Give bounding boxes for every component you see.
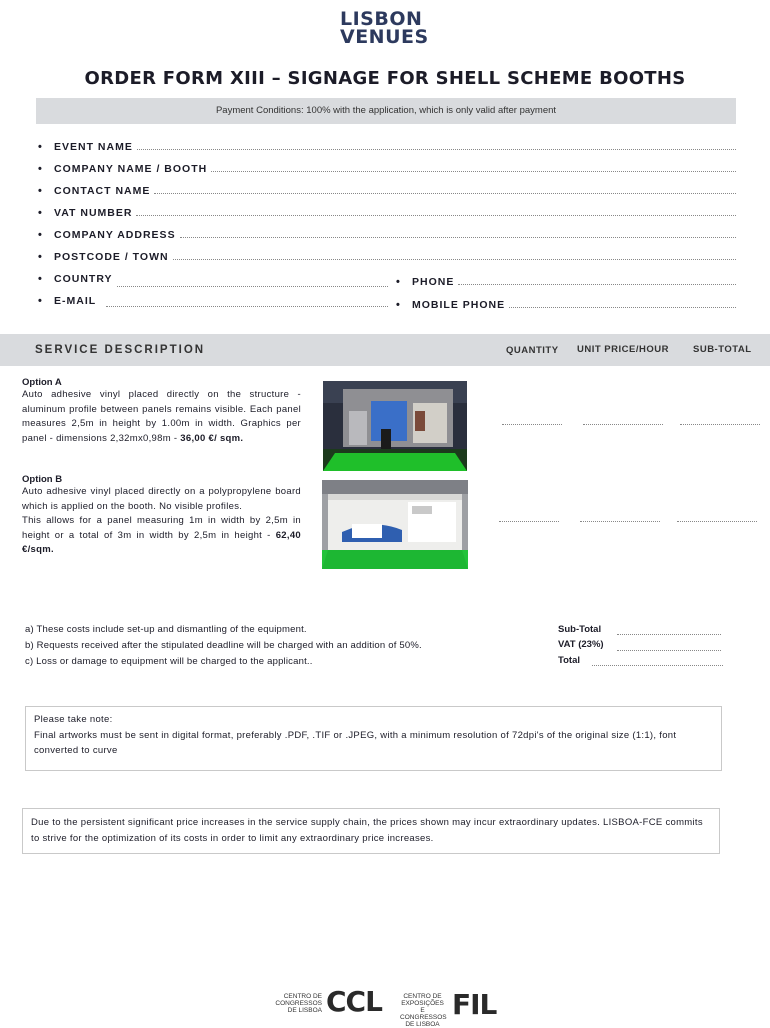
field-label: COMPANY NAME / BOOTH — [54, 163, 208, 175]
vat-line[interactable] — [617, 649, 721, 651]
field-phone[interactable] — [396, 272, 736, 288]
field-label: MOBILE PHONE — [412, 299, 506, 311]
field-label: EVENT NAME — [54, 141, 133, 153]
note-box-text: Final artworks must be sent in digital format, preferably .PDF, .TIF or .JPEG, with a minimum resolution of 72dpi's of the original size (1:1), font converted to curve — [34, 729, 677, 756]
option-a-description — [22, 388, 301, 446]
field-label: CONTACT NAME — [54, 185, 151, 197]
option-b — [22, 474, 301, 558]
cost-notes — [25, 622, 535, 670]
ccl-caption-line-3: DE LISBOA — [287, 1007, 322, 1014]
bullet: • — [38, 229, 43, 241]
ccl-caption — [270, 993, 322, 1014]
booth-photo-a — [323, 381, 467, 471]
artwork-note-box — [25, 706, 722, 771]
field-email[interactable] — [38, 291, 388, 307]
field-label: COUNTRY — [54, 273, 113, 285]
option-b-quantity-line[interactable] — [499, 520, 559, 522]
option-b-price: 62,40 €/sqm. — [22, 529, 301, 556]
col-quantity: QUANTITY — [506, 345, 559, 356]
ccl-caption-line-2: CONGRESSOS — [275, 1000, 322, 1007]
col-subtotal: SUB-TOTAL — [693, 344, 752, 355]
option-b-title: Option B — [22, 474, 63, 485]
fil-caption — [400, 993, 445, 1028]
logo-line-1: LISBON — [340, 8, 423, 30]
col-unit-price: UNIT PRICE/HOUR — [577, 344, 669, 355]
event-name-input-line[interactable] — [137, 148, 736, 150]
field-label: VAT NUMBER — [54, 207, 133, 219]
page-title: ORDER FORM XIII – SIGNAGE FOR SHELL SCHEME BOOTHS — [84, 68, 686, 89]
mobile-phone-input-line[interactable] — [509, 306, 736, 308]
field-country[interactable] — [38, 269, 388, 285]
option-a-subtotal-line[interactable] — [680, 423, 760, 425]
option-b-description-2 — [22, 514, 301, 558]
option-a-price: 36,00 €/ sqm. — [180, 432, 244, 444]
bullet: • — [396, 299, 401, 311]
bullet: • — [38, 273, 43, 285]
field-label: PHONE — [412, 276, 455, 288]
country-input-line[interactable] — [117, 285, 388, 287]
service-description-label: SERVICE DESCRIPTION — [35, 344, 206, 356]
field-postcode-town[interactable] — [38, 247, 736, 263]
field-mobile-phone[interactable] — [396, 295, 736, 311]
field-event-name[interactable] — [38, 137, 736, 153]
bullet: • — [38, 141, 43, 153]
booth-photo-b — [322, 480, 468, 569]
company-booth-input-line[interactable] — [211, 170, 736, 172]
field-company-address[interactable] — [38, 225, 736, 241]
fil-caption-line-1: CENTRO DE — [403, 993, 442, 1000]
bullet: • — [38, 163, 43, 175]
email-input-line[interactable] — [106, 305, 388, 307]
vat-number-input-line[interactable] — [136, 214, 736, 216]
bullet: • — [396, 276, 401, 288]
option-b-subtotal-line[interactable] — [677, 520, 757, 522]
field-label: COMPANY ADDRESS — [54, 229, 176, 241]
phone-input-line[interactable] — [458, 283, 736, 285]
fil-caption-line-4: DE LISBOA — [405, 1021, 440, 1028]
note-a: a) These costs include set-up and dismantling of the equipment. — [25, 624, 307, 635]
fil-caption-line-2: EXPOSIÇÕES E — [401, 1000, 444, 1014]
option-a — [22, 377, 301, 446]
lisbon-venues-logo — [340, 10, 440, 46]
vat-label: VAT (23%) — [558, 639, 604, 650]
option-a-unit-price-line[interactable] — [583, 423, 663, 425]
note-c: c) Loss or damage to equipment will be charged to the applicant.. — [25, 656, 313, 667]
field-label: E-MAIL — [54, 295, 97, 307]
subtotal-line[interactable] — [617, 633, 721, 635]
option-b-photo — [322, 480, 468, 569]
field-company-booth[interactable] — [38, 159, 736, 175]
note-b: b) Requests received after the stipulated deadline will be charged with an addition of 50%. — [25, 640, 422, 651]
ccl-caption-line-1: CENTRO DE — [283, 993, 322, 1000]
service-description-header — [0, 334, 770, 366]
payment-conditions-bar: Payment Conditions: 100% with the application, which is only valid after payment — [36, 98, 736, 124]
note-box-heading: Please take note: — [34, 714, 113, 725]
subtotal-label: Sub-Total — [558, 624, 602, 635]
option-a-photo — [323, 381, 467, 471]
field-vat-number[interactable] — [38, 203, 736, 219]
option-b-text: This allows for a panel measuring 1m in width by 2,5m in height or a total of 3m in width by 2,5m in height - — [22, 515, 301, 541]
option-a-quantity-line[interactable] — [502, 423, 562, 425]
fil-logo: FIL — [452, 988, 497, 1021]
option-b-description-1: Auto adhesive vinyl placed directly on a polypropylene board which is applied on the booth. No visible profiles. — [22, 486, 301, 512]
contact-name-input-line[interactable] — [154, 192, 736, 194]
field-label: POSTCODE / TOWN — [54, 251, 169, 263]
postcode-town-input-line[interactable] — [173, 258, 736, 260]
field-contact-name[interactable] — [38, 181, 736, 197]
bullet: • — [38, 295, 43, 307]
total-line[interactable] — [592, 664, 723, 666]
total-label: Total — [558, 655, 580, 666]
company-address-input-line[interactable] — [180, 236, 736, 238]
option-a-text: Auto adhesive vinyl placed directly on the structure - aluminum profile between panels remains visible. Each panel measures 2,5m in height by 1.00m in width. Graphics per panel - dimensions 2,32mx0,98m - — [22, 389, 301, 444]
price-increase-box: Due to the persistent significant price increases in the service supply chain, the prices shown may incur extraordinary updates. LISBOA-FCE commits to strive for the optimization of its costs in order to limit any extraordinary price increases. — [22, 808, 720, 854]
bullet: • — [38, 251, 43, 263]
bullet: • — [38, 185, 43, 197]
option-a-title: Option A — [22, 377, 62, 388]
ccl-logo: CCL — [326, 985, 382, 1018]
logo-line-2: VENUES — [340, 26, 429, 48]
option-b-unit-price-line[interactable] — [580, 520, 660, 522]
bullet: • — [38, 207, 43, 219]
fil-caption-line-3: CONGRESSOS — [400, 1014, 447, 1021]
